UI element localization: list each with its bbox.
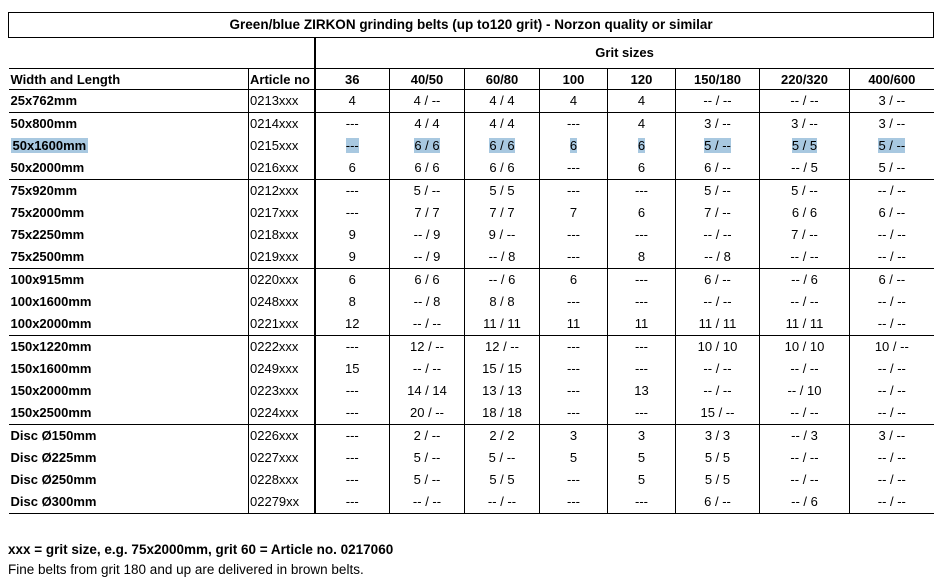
- stock-cell: 5 / 5: [465, 180, 540, 203]
- article-number-cell: 0214xxx: [249, 113, 315, 136]
- column-header: Article no: [249, 69, 315, 90]
- article-number-cell: 0227xxx: [249, 447, 315, 469]
- stock-cell: -- / --: [760, 469, 850, 491]
- stock-cell: 15: [315, 358, 390, 380]
- article-number-cell: 0222xxx: [249, 336, 315, 359]
- stock-cell: 5 / 5: [676, 469, 760, 491]
- size-label: 25x762mm: [10, 93, 77, 108]
- stock-cell: 3 / --: [850, 90, 934, 113]
- stock-cell: 6 / --: [676, 269, 760, 292]
- size-label: 75x2500mm: [10, 249, 85, 264]
- size-cell: [9, 358, 249, 380]
- article-number-cell: 0217xxx: [249, 202, 315, 224]
- stock-cell: 15 / 15: [465, 358, 540, 380]
- size-cell: [9, 447, 249, 469]
- column-header: 40/50: [390, 69, 465, 90]
- stock-cell: 8: [608, 246, 676, 269]
- size-label: 50x2000mm: [10, 160, 85, 175]
- stock-cell: 5 / --: [390, 180, 465, 203]
- size-label: 75x2000mm: [10, 205, 85, 220]
- brown-belts-note: Fine belts from grit 180 and up are delivered in brown belts.: [8, 562, 364, 577]
- stock-cell: 5: [608, 469, 676, 491]
- size-cell: [9, 246, 249, 269]
- stock-cell: 14 / 14: [390, 380, 465, 402]
- highlighted-value: 5 / 5: [791, 138, 818, 153]
- stock-cell: 5: [608, 447, 676, 469]
- table-row: [9, 291, 934, 313]
- stock-cell: ---: [540, 246, 608, 269]
- stock-cell: 5 / --: [390, 447, 465, 469]
- stock-cell: -- / --: [676, 90, 760, 113]
- stock-cell: ---: [315, 180, 390, 203]
- stock-cell: 10 / 10: [676, 336, 760, 359]
- stock-cell: [540, 135, 608, 157]
- size-cell: [9, 313, 249, 336]
- price-table-container: [8, 12, 933, 514]
- stock-cell: 5 / --: [465, 447, 540, 469]
- stock-cell: 5 / 5: [676, 447, 760, 469]
- header-spacer: [9, 38, 315, 69]
- stock-cell: -- / --: [390, 491, 465, 514]
- size-label: 100x2000mm: [10, 316, 92, 331]
- stock-cell: ---: [540, 291, 608, 313]
- stock-cell: -- / --: [850, 402, 934, 425]
- stock-cell: 18 / 18: [465, 402, 540, 425]
- stock-cell: 6 / --: [850, 269, 934, 292]
- column-headers: [9, 69, 934, 90]
- size-label: 100x915mm: [10, 272, 85, 287]
- stock-cell: 12 / --: [465, 336, 540, 359]
- column-header: 220/320: [760, 69, 850, 90]
- highlighted-value: 6: [637, 138, 646, 153]
- size-label: 100x1600mm: [10, 294, 92, 309]
- stock-cell: -- / 9: [390, 224, 465, 246]
- stock-cell: -- / --: [850, 469, 934, 491]
- stock-cell: 3 / --: [850, 425, 934, 448]
- table-row: [9, 157, 934, 180]
- size-cell: [9, 336, 249, 359]
- size-cell: [9, 291, 249, 313]
- stock-cell: 6 / 6: [390, 269, 465, 292]
- stock-cell: 4 / 4: [465, 90, 540, 113]
- stock-cell: [390, 135, 465, 157]
- article-number-cell: 0216xxx: [249, 157, 315, 180]
- table-title: Green/blue ZIRKON grinding belts (up to120 grit) - Norzon quality or similar: [9, 13, 934, 38]
- column-header: 100: [540, 69, 608, 90]
- stock-cell: -- / --: [760, 90, 850, 113]
- column-header: 400/600: [850, 69, 934, 90]
- highlighted-value: 6 / 6: [489, 138, 515, 153]
- table-row: [9, 135, 934, 157]
- size-cell: [9, 269, 249, 292]
- stock-cell: -- / --: [850, 180, 934, 203]
- stock-cell: ---: [540, 113, 608, 136]
- footnotes: [8, 540, 393, 580]
- stock-cell: 12: [315, 313, 390, 336]
- stock-cell: 4: [540, 90, 608, 113]
- stock-cell: -- / --: [465, 491, 540, 514]
- stock-cell: 11: [540, 313, 608, 336]
- stock-cell: -- / 9: [390, 246, 465, 269]
- article-number-cell: 0228xxx: [249, 469, 315, 491]
- stock-cell: 6 / --: [676, 491, 760, 514]
- highlighted-value: 5 / --: [704, 138, 731, 153]
- stock-cell: ---: [315, 491, 390, 514]
- article-number-cell: 0213xxx: [249, 90, 315, 113]
- grinding-belts-table: [8, 12, 934, 514]
- table-row: [9, 246, 934, 269]
- stock-cell: ---: [315, 202, 390, 224]
- size-label: 75x2250mm: [10, 227, 85, 242]
- stock-cell: -- / 6: [760, 269, 850, 292]
- stock-cell: -- / --: [850, 491, 934, 514]
- stock-cell: 7: [540, 202, 608, 224]
- table-row: [9, 202, 934, 224]
- size-label: 150x2000mm: [10, 383, 92, 398]
- table-row: [9, 180, 934, 203]
- stock-cell: ---: [540, 157, 608, 180]
- table-row: [9, 113, 934, 136]
- table-row: [9, 224, 934, 246]
- size-cell: [9, 157, 249, 180]
- stock-cell: 4: [608, 90, 676, 113]
- stock-cell: -- / --: [676, 380, 760, 402]
- size-cell: [9, 224, 249, 246]
- stock-cell: ---: [315, 336, 390, 359]
- stock-cell: -- / --: [390, 358, 465, 380]
- table-row: [9, 425, 934, 448]
- stock-cell: 7 / --: [676, 202, 760, 224]
- stock-cell: 6: [540, 269, 608, 292]
- stock-cell: -- / 8: [390, 291, 465, 313]
- stock-cell: 7 / 7: [390, 202, 465, 224]
- article-number-note: xxx = grit size, e.g. 75x2000mm, grit 60 = Article no. 0217060: [8, 542, 394, 557]
- column-header: 36: [315, 69, 390, 90]
- stock-cell: 6 / 6: [390, 157, 465, 180]
- column-header: Width and Length: [9, 69, 249, 90]
- stock-cell: -- / --: [850, 291, 934, 313]
- stock-cell: ---: [540, 491, 608, 514]
- article-number-cell: 0223xxx: [249, 380, 315, 402]
- table-row: [9, 358, 934, 380]
- size-label: 75x920mm: [10, 183, 77, 198]
- stock-cell: 5 / --: [850, 157, 934, 180]
- size-label: 50x800mm: [10, 116, 77, 131]
- stock-cell: 6: [608, 157, 676, 180]
- stock-cell: ---: [315, 469, 390, 491]
- stock-cell: -- / --: [850, 246, 934, 269]
- stock-cell: -- / --: [760, 246, 850, 269]
- size-label: Disc Ø225mm: [10, 450, 97, 465]
- stock-cell: ---: [540, 336, 608, 359]
- size-cell: [9, 491, 249, 514]
- size-label: Disc Ø300mm: [10, 494, 97, 509]
- stock-cell: 6: [315, 157, 390, 180]
- stock-cell: [465, 135, 540, 157]
- article-number-cell: 0212xxx: [249, 180, 315, 203]
- article-number-cell: 02279xx: [249, 491, 315, 514]
- size-label: 50x1600mm: [12, 138, 87, 153]
- stock-cell: -- / --: [850, 358, 934, 380]
- stock-cell: 15 / --: [676, 402, 760, 425]
- stock-cell: -- / --: [850, 380, 934, 402]
- stock-cell: 6 / 6: [465, 157, 540, 180]
- stock-cell: -- / 10: [760, 380, 850, 402]
- stock-cell: ---: [315, 447, 390, 469]
- stock-cell: 9 / --: [465, 224, 540, 246]
- stock-cell: 4 / 4: [390, 113, 465, 136]
- article-number-cell: 0221xxx: [249, 313, 315, 336]
- table-row: [9, 469, 934, 491]
- table-row: [9, 313, 934, 336]
- stock-cell: 9: [315, 224, 390, 246]
- stock-cell: 9: [315, 246, 390, 269]
- stock-cell: -- / --: [760, 447, 850, 469]
- grit-sizes-header: Grit sizes: [315, 38, 934, 69]
- stock-cell: ---: [540, 224, 608, 246]
- stock-cell: ---: [608, 358, 676, 380]
- stock-cell: -- / --: [760, 402, 850, 425]
- article-number-cell: 0219xxx: [249, 246, 315, 269]
- stock-cell: 12 / --: [390, 336, 465, 359]
- stock-cell: 3: [540, 425, 608, 448]
- stock-cell: -- / --: [850, 224, 934, 246]
- stock-cell: -- / --: [676, 358, 760, 380]
- stock-cell: 5 / --: [390, 469, 465, 491]
- article-number-cell: 0220xxx: [249, 269, 315, 292]
- article-number-cell: 0226xxx: [249, 425, 315, 448]
- stock-cell: ---: [315, 113, 390, 136]
- stock-cell: ---: [608, 269, 676, 292]
- stock-cell: 3: [608, 425, 676, 448]
- article-number-cell: 0224xxx: [249, 402, 315, 425]
- column-header: 60/80: [465, 69, 540, 90]
- article-number-cell: 0249xxx: [249, 358, 315, 380]
- stock-cell: 11 / 11: [760, 313, 850, 336]
- stock-cell: 6 / 6: [760, 202, 850, 224]
- stock-cell: 11 / 11: [465, 313, 540, 336]
- stock-cell: ---: [608, 336, 676, 359]
- stock-cell: -- / --: [760, 358, 850, 380]
- stock-cell: ---: [608, 491, 676, 514]
- stock-cell: 11 / 11: [676, 313, 760, 336]
- stock-cell: ---: [315, 425, 390, 448]
- stock-cell: 8: [315, 291, 390, 313]
- stock-cell: 2 / 2: [465, 425, 540, 448]
- stock-cell: 4 / --: [390, 90, 465, 113]
- stock-cell: ---: [608, 224, 676, 246]
- stock-cell: -- / --: [390, 313, 465, 336]
- stock-cell: ---: [540, 180, 608, 203]
- column-header: 120: [608, 69, 676, 90]
- stock-cell: 3 / --: [676, 113, 760, 136]
- stock-cell: [676, 135, 760, 157]
- stock-cell: 2 / --: [390, 425, 465, 448]
- size-cell: [9, 90, 249, 113]
- stock-cell: -- / 6: [465, 269, 540, 292]
- stock-cell: 6: [315, 269, 390, 292]
- stock-cell: ---: [608, 291, 676, 313]
- size-cell: [9, 180, 249, 203]
- stock-cell: 3 / --: [850, 113, 934, 136]
- table-body: [9, 90, 934, 514]
- stock-cell: -- / --: [850, 447, 934, 469]
- stock-cell: [850, 135, 934, 157]
- stock-cell: 6 / --: [676, 157, 760, 180]
- article-number-cell: 0218xxx: [249, 224, 315, 246]
- stock-cell: ---: [540, 380, 608, 402]
- stock-cell: [760, 135, 850, 157]
- size-label: Disc Ø150mm: [10, 428, 97, 443]
- size-cell: [9, 402, 249, 425]
- stock-cell: -- / 8: [676, 246, 760, 269]
- article-number-cell: 0215xxx: [249, 135, 315, 157]
- stock-cell: 4: [315, 90, 390, 113]
- size-label: 150x1220mm: [10, 339, 92, 354]
- highlighted-value: 5 / --: [878, 138, 906, 153]
- stock-cell: 10 / 10: [760, 336, 850, 359]
- size-label: 150x2500mm: [10, 405, 92, 420]
- stock-cell: 10 / --: [850, 336, 934, 359]
- stock-cell: 3 / --: [760, 113, 850, 136]
- table-row: [9, 336, 934, 359]
- stock-cell: 6: [608, 202, 676, 224]
- size-cell: [9, 202, 249, 224]
- stock-cell: 13 / 13: [465, 380, 540, 402]
- stock-cell: ---: [315, 402, 390, 425]
- stock-cell: 4: [608, 113, 676, 136]
- size-cell: [9, 113, 249, 136]
- article-number-cell: 0248xxx: [249, 291, 315, 313]
- size-cell: [9, 425, 249, 448]
- table-row: [9, 90, 934, 113]
- table-row: [9, 269, 934, 292]
- highlighted-value: 6 / 6: [414, 138, 440, 153]
- stock-cell: 5: [540, 447, 608, 469]
- stock-cell: -- / --: [760, 291, 850, 313]
- table-row: [9, 491, 934, 514]
- stock-cell: -- / --: [676, 224, 760, 246]
- stock-cell: -- / 5: [760, 157, 850, 180]
- table-row: [9, 447, 934, 469]
- stock-cell: -- / --: [676, 291, 760, 313]
- stock-cell: ---: [540, 358, 608, 380]
- stock-cell: 5 / --: [760, 180, 850, 203]
- stock-cell: 13: [608, 380, 676, 402]
- stock-cell: -- / 8: [465, 246, 540, 269]
- stock-cell: ---: [608, 180, 676, 203]
- stock-cell: 20 / --: [390, 402, 465, 425]
- highlighted-value: ---: [345, 138, 359, 153]
- column-header: 150/180: [676, 69, 760, 90]
- size-label: Disc Ø250mm: [10, 472, 97, 487]
- stock-cell: 5 / --: [676, 180, 760, 203]
- stock-cell: [608, 135, 676, 157]
- highlighted-value: 6: [569, 138, 578, 153]
- stock-cell: -- / 3: [760, 425, 850, 448]
- stock-cell: ---: [608, 402, 676, 425]
- size-cell: [9, 135, 249, 157]
- stock-cell: 8 / 8: [465, 291, 540, 313]
- stock-cell: ---: [540, 402, 608, 425]
- table-row: [9, 380, 934, 402]
- stock-cell: 7 / --: [760, 224, 850, 246]
- stock-cell: 7 / 7: [465, 202, 540, 224]
- stock-cell: -- / 6: [760, 491, 850, 514]
- size-cell: [9, 380, 249, 402]
- stock-cell: 6 / --: [850, 202, 934, 224]
- stock-cell: 3 / 3: [676, 425, 760, 448]
- stock-cell: ---: [540, 469, 608, 491]
- stock-cell: 11: [608, 313, 676, 336]
- stock-cell: 5 / 5: [465, 469, 540, 491]
- size-label: 150x1600mm: [10, 361, 92, 376]
- size-cell: [9, 469, 249, 491]
- stock-cell: [315, 135, 390, 157]
- table-row: [9, 402, 934, 425]
- stock-cell: ---: [315, 380, 390, 402]
- stock-cell: 4 / 4: [465, 113, 540, 136]
- stock-cell: -- / --: [850, 313, 934, 336]
